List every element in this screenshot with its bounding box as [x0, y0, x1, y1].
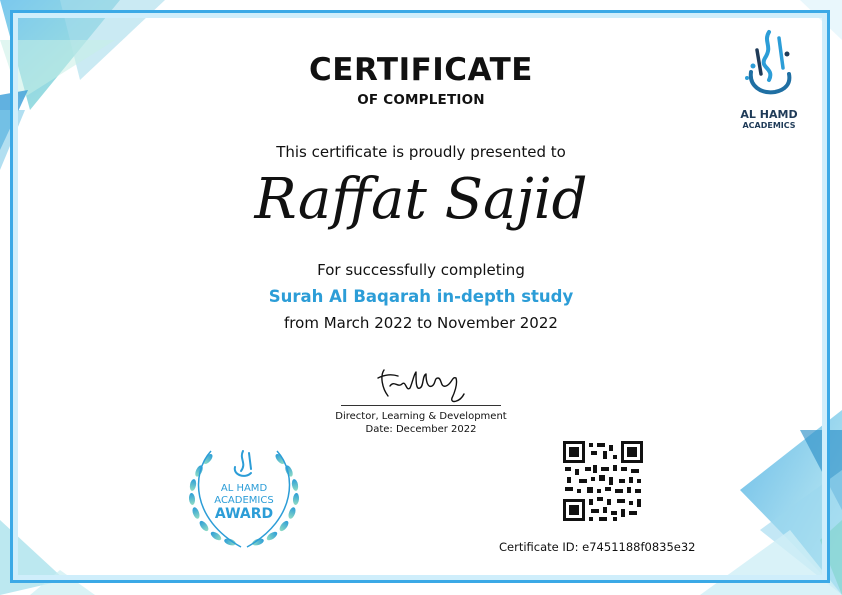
award-line-2: ACADEMICS — [214, 495, 274, 506]
award-line-3: AWARD — [214, 506, 274, 522]
signature-date: Date: December 2022 — [365, 424, 477, 435]
logo-line-2: ACADEMICS — [742, 121, 796, 130]
certificate-id: Certificate ID: e7451188f0835e32 — [499, 540, 696, 554]
logo-line-1: AL HAMD — [740, 108, 798, 121]
signatory-title: Director, Learning & Development — [335, 411, 507, 422]
presented-text: This certificate is proudly presented to — [276, 143, 566, 161]
handwritten-signature — [372, 364, 472, 408]
award-badge — [181, 433, 307, 553]
recipient-name: Raffat Sajid — [254, 167, 588, 232]
certificate-title: CERTIFICATE — [309, 52, 533, 88]
certificate-subtitle: OF COMPLETION — [357, 92, 485, 108]
course-name: Surah Al Baqarah in-depth study — [268, 287, 574, 306]
qr-code-icon — [563, 441, 643, 521]
award-line-1: AL HAMD — [220, 483, 268, 494]
completing-text: For successfully completing — [317, 261, 525, 279]
period-text: from March 2022 to November 2022 — [284, 314, 558, 332]
signature-line — [341, 405, 501, 406]
